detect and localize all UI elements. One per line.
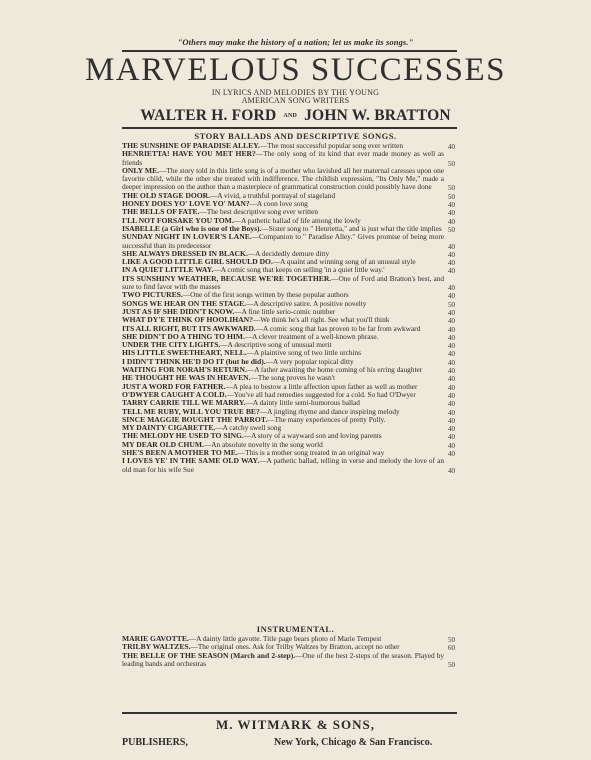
song-title: LIKE A GOOD LITTLE GIRL SHOULD DO. xyxy=(122,257,273,267)
song-description: —Companion to " Paradise Alley." Gives promise of being more successful than its predecessor xyxy=(122,232,444,250)
song-description: —The many experiences of pretty Polly. xyxy=(267,414,386,424)
publisher-name: M. WITMARK & SONS, xyxy=(216,717,375,732)
song-price: 40 xyxy=(448,201,455,210)
song-description: —A descriptive satire. A positive novelty xyxy=(246,298,367,308)
song-price: 40 xyxy=(448,317,455,326)
song-price: 40 xyxy=(448,350,455,359)
song-title: THE BELLS OF FATE. xyxy=(122,207,200,217)
song-description: —One of Ford and Bratton's best, and sure to find favor with the masses xyxy=(122,273,444,292)
list-item xyxy=(122,652,458,669)
song-description: —A comic song that keeps on selling 'in a quiet little way.' xyxy=(213,265,385,275)
song-price: 40 xyxy=(448,209,455,218)
song-price: 40 xyxy=(448,400,455,409)
song-price: 40 xyxy=(448,466,455,475)
song-title: WAITING FOR NORAH'S RETURN. xyxy=(122,365,247,375)
song-description: —We think he's all right. See what you'll think xyxy=(252,315,390,325)
song-description: —The best descriptive song ever written xyxy=(199,207,319,217)
page-title: MARVELOUS SUCCESSES xyxy=(84,52,507,88)
song-title: ITS SUNSHINY WEATHER, BECAUSE WE'RE TOGETHER. xyxy=(122,273,332,283)
song-description: —A dainty little gavotte. Title page bears photo of Marie Tempest xyxy=(188,634,382,643)
song-title: ONLY ME. xyxy=(122,165,160,175)
publishers-label: PUBLISHERS, xyxy=(122,737,188,748)
song-description: —A pathetic ballad, telling in verse and melody the love of an old man for his wife Sue xyxy=(122,456,445,474)
song-title: TWO PICTURES. xyxy=(122,290,183,300)
song-price: 40 xyxy=(448,242,455,251)
song-title: THE MELODY HE USED TO SING. xyxy=(122,431,244,441)
bottom-rule xyxy=(122,712,457,714)
song-description: —A catchy swell song xyxy=(215,423,282,433)
song-title: O'DWYER CAUGHT A COLD. xyxy=(122,389,227,399)
song-title: MY DEAR OLD CHUM. xyxy=(122,439,204,449)
song-price: 50 xyxy=(448,225,455,234)
song-title: SINCE MAGGIE BOUGHT THE PARROT. xyxy=(122,414,268,424)
song-title: TRILBY WALTZES. xyxy=(122,642,191,652)
song-price: 50 xyxy=(448,192,455,201)
song-description: —A plaintive song of two little urchins xyxy=(246,348,362,358)
song-description: —A vivid, a truthful portrayal of stageland xyxy=(210,190,336,200)
author-and: AND xyxy=(283,113,298,120)
song-description: —A clever treatment of a well-known phrase. xyxy=(244,331,379,341)
song-title: SHE DIDN'T DO A THING TO HIM. xyxy=(122,331,245,341)
song-description: —An absolute novelty in the song world xyxy=(203,439,323,449)
authors-rule xyxy=(122,127,457,129)
song-title: ISABELLE (a Girl who is one of the Boys). xyxy=(122,223,262,233)
song-title: WHAT DY'E THINK OF HOOLIHAN? xyxy=(122,315,253,325)
song-title: TELL ME RUBY, WILL YOU TRUE BE? xyxy=(122,406,260,416)
song-description: —A dainty little semi-humorous ballad xyxy=(245,398,360,408)
song-description: —A fine little serio-comic number xyxy=(234,306,336,316)
song-title: HENRIETTA! HAVE YOU MET HER? xyxy=(122,149,256,159)
song-price: 40 xyxy=(448,416,455,425)
list-item xyxy=(122,150,458,167)
song-title: MARIE GAVOTTE. xyxy=(122,634,189,643)
song-title: ITS ALL RIGHT, BUT ITS AWKWARD. xyxy=(122,323,256,333)
song-list xyxy=(122,142,458,474)
subtitle-line-1: IN LYRICS AND MELODIES BY THE YOUNG xyxy=(211,88,380,97)
song-price: 40 xyxy=(448,259,455,268)
song-description: —The original ones. Ask for Trilby Waltzes by Bratton, accept no other xyxy=(190,642,400,652)
song-title: IN A QUIET LITTLE WAY. xyxy=(122,265,214,275)
song-title: SONGS WE HEAR ON THE STAGE. xyxy=(122,298,247,308)
song-description: —The most successful popular song ever written xyxy=(259,141,403,150)
song-title: MY DAINTY CIGARETTE. xyxy=(122,423,216,433)
song-description: —One of the best 2-steps of the season. Played by leading bands and orchestras xyxy=(122,650,445,668)
song-description: —A pathetic ballad of life among the lowly xyxy=(233,215,361,225)
section-heading-instrumental: INSTRUMENTAL. xyxy=(256,624,335,634)
song-price: 40 xyxy=(448,217,455,226)
song-price: 40 xyxy=(448,342,455,351)
song-price: 50 xyxy=(448,159,455,168)
song-title: SHE'S BEEN A MOTHER TO ME. xyxy=(122,447,238,457)
song-description: —A decidedly demure ditty xyxy=(247,248,330,258)
song-price: 40 xyxy=(448,433,455,442)
song-description: —A jingling rhyme and dance inspiring melody xyxy=(259,406,400,416)
song-description: —The song proves he wasn't xyxy=(250,373,335,383)
song-price: 50 xyxy=(448,660,455,669)
song-title: UNDER THE CITY LIGHTS. xyxy=(122,340,221,350)
song-description: —A descriptive song of unusual merit xyxy=(220,340,332,350)
song-title: HE THOUGHT HE WAS IN HEAVEN. xyxy=(122,373,251,383)
song-price: 40 xyxy=(448,449,455,458)
song-price: 50 xyxy=(448,300,455,309)
song-description: —You've all had remedies suggested for a cold. So had O'Dwyer xyxy=(226,389,416,399)
song-description: —A comic song that has proven to be far from awkward xyxy=(255,323,421,333)
song-title: JUST AS IF SHE DIDN'T KNOW. xyxy=(122,306,235,316)
song-price: 40 xyxy=(448,325,455,334)
song-price: 40 xyxy=(448,308,455,317)
song-description: —A quaint and winning song of an unusual style xyxy=(272,257,416,267)
song-price: 40 xyxy=(448,292,455,301)
song-price: 50 xyxy=(448,184,455,193)
song-title: I DIDN'T THINK HE'D DO IT (but he did). xyxy=(122,356,266,366)
song-description: —Sister song to " Henrietta," and is just what the title implies xyxy=(261,223,442,233)
song-price: 40 xyxy=(448,391,455,400)
list-item xyxy=(122,233,458,250)
subtitle-line-2: AMERICAN SONG WRITERS xyxy=(241,96,350,105)
song-price: 50 xyxy=(448,636,455,644)
song-description: —This is a mother song treated in an original way xyxy=(237,447,385,457)
list-item xyxy=(122,167,458,192)
song-price: 40 xyxy=(448,250,455,259)
song-description: —The story told in this little song is of a mother who lavished all her maternal caresses upon one favorite child, while the other she treated with indifference. The childish expression, "Its Only Me," made a deeper impression on the author than a masterpiece of grammatical construction could possibly have done xyxy=(122,165,444,192)
publisher-cities: New York, Chicago & San Francisco. xyxy=(274,737,433,748)
song-description: —A coon love song xyxy=(249,199,308,209)
song-title: I'LL NOT FORSAKE YOU TOM. xyxy=(122,215,234,225)
song-title: HIS LITTLE SWEETHEART, NELL. xyxy=(122,348,247,358)
motto: "Others may make the history of a nation; let us make its songs." xyxy=(177,37,414,47)
song-price: 40 xyxy=(448,441,455,450)
song-title: SUNDAY NIGHT IN LOVER'S LANE. xyxy=(122,232,252,242)
song-price: 40 xyxy=(448,367,455,376)
author-bratton: JOHN W. BRATTON xyxy=(304,107,451,124)
song-description: —A very popular topical ditty xyxy=(265,356,354,366)
song-title: TARRY CARRIE TILL WE MARRY. xyxy=(122,398,246,408)
song-price: 40 xyxy=(448,383,455,392)
song-price: 40 xyxy=(448,333,455,342)
instrumental-list xyxy=(122,635,458,668)
song-title: HONEY DOES YO' LOVE YO' MAN? xyxy=(122,199,250,209)
author-ford: WALTER H. FORD xyxy=(140,107,277,124)
song-price: 40 xyxy=(448,358,455,367)
song-title: JUST A WORD FOR FATHER. xyxy=(122,381,226,391)
authors xyxy=(0,107,591,125)
list-item xyxy=(122,275,458,292)
section-heading-ballads: STORY BALLADS AND DESCRIPTIVE SONGS. xyxy=(194,131,397,141)
song-description: —A plea to bestow a little affection upon father as well as mother xyxy=(225,381,418,391)
song-price: 40 xyxy=(448,267,455,276)
song-title: THE BELLE OF THE SEASON (March and 2-step). xyxy=(122,650,296,660)
song-price: 40 xyxy=(448,375,455,384)
song-description: —The only song of its kind that ever made money as well as friends xyxy=(122,149,444,167)
song-description: —A story of a wayward son and loving parents xyxy=(243,431,382,441)
song-description: —A father awaiting the home coming of his erring daughter xyxy=(246,365,423,375)
song-price: 40 xyxy=(448,408,455,417)
song-price: 60 xyxy=(448,644,455,653)
song-price: 40 xyxy=(448,425,455,434)
song-title: I LOVES YE' IN THE SAME OLD WAY. xyxy=(122,456,260,466)
song-price: 40 xyxy=(448,143,455,151)
list-item xyxy=(122,457,458,474)
song-title: SHE ALWAYS DRESSED IN BLACK. xyxy=(122,248,248,258)
song-price: 40 xyxy=(448,284,455,293)
song-title: THE OLD STAGE DOOR. xyxy=(122,190,211,200)
song-description: —One of the first songs written by these popular authors xyxy=(182,290,349,300)
song-title: THE SUNSHINE OF PARADISE ALLEY. xyxy=(122,141,260,150)
